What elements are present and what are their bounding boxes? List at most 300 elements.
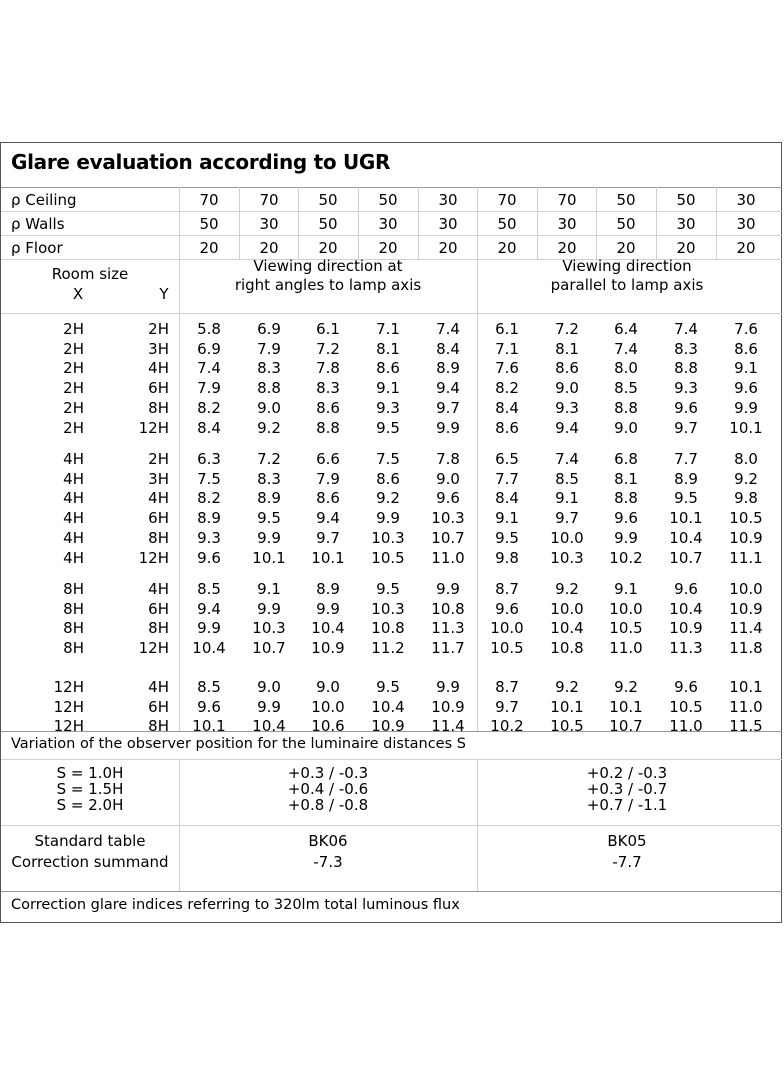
ugr-value: 9.0 bbox=[316, 678, 340, 696]
ugr-value: 9.4 bbox=[555, 418, 579, 437]
divider bbox=[1, 235, 782, 236]
standard-table-value: BK06 bbox=[308, 832, 348, 850]
ugr-value: 9.9 bbox=[316, 599, 340, 618]
ugr-value: 10.0 bbox=[609, 599, 643, 618]
ugr-value: 7.4 bbox=[614, 339, 638, 358]
ugr-value: 9.3 bbox=[376, 398, 400, 417]
reflectance-value: 50 bbox=[318, 191, 338, 209]
correction-summand-value: -7.3 bbox=[313, 853, 343, 871]
ugr-value: 10.2 bbox=[490, 717, 524, 736]
ugr-value: 11.0 bbox=[729, 697, 763, 716]
footer-note: Correction glare indices referring to 320lm total luminous flux bbox=[11, 897, 460, 913]
ugr-value: 6.5 bbox=[495, 450, 519, 468]
room-x: 8H bbox=[63, 580, 84, 598]
ugr-value: 10.3 bbox=[371, 528, 405, 547]
reflectance-value: 50 bbox=[676, 191, 696, 209]
ugr-value: 8.9 bbox=[674, 469, 698, 488]
ugr-value: 6.6 bbox=[316, 450, 340, 468]
reflectance-value: 20 bbox=[736, 239, 756, 257]
correction-summand-label: Correction summand bbox=[11, 853, 169, 871]
ugr-value: 8.9 bbox=[436, 359, 460, 378]
ugr-value: 9.5 bbox=[674, 489, 698, 508]
ugr-value: 10.0 bbox=[550, 599, 584, 618]
ugr-value: 10.9 bbox=[729, 528, 763, 547]
divider bbox=[716, 187, 717, 259]
ugr-value: 9.6 bbox=[674, 398, 698, 417]
ugr-value: 8.5 bbox=[197, 580, 221, 598]
ugr-value: 9.6 bbox=[674, 678, 698, 696]
ugr-value: 9.8 bbox=[734, 489, 758, 508]
variation-value: +0.3 / -0.7 bbox=[586, 780, 668, 798]
reflectance-value: 50 bbox=[378, 191, 398, 209]
ugr-value: 10.1 bbox=[669, 509, 703, 528]
ugr-value: 10.4 bbox=[550, 619, 584, 638]
page-title: Glare evaluation according to UGR bbox=[11, 150, 391, 174]
ugr-value: 9.7 bbox=[555, 509, 579, 528]
ugr-value: 9.2 bbox=[257, 418, 281, 437]
room-y: 12H bbox=[138, 418, 169, 437]
divider bbox=[179, 759, 180, 891]
room-x: 12H bbox=[53, 678, 84, 696]
room-size-y-label: Y bbox=[159, 285, 169, 303]
ugr-value: 7.6 bbox=[495, 359, 519, 378]
ugr-value: 9.9 bbox=[436, 418, 460, 437]
ugr-value: 10.3 bbox=[431, 509, 465, 528]
ugr-value: 7.2 bbox=[555, 320, 579, 338]
room-x: 2H bbox=[63, 320, 84, 338]
reflectance-value: 50 bbox=[199, 215, 219, 233]
ugr-value: 10.0 bbox=[311, 697, 345, 716]
ugr-value: 7.9 bbox=[197, 379, 221, 398]
variation-label: S = 1.5H bbox=[56, 780, 124, 798]
ugr-value: 9.3 bbox=[674, 379, 698, 398]
ugr-value: 8.9 bbox=[197, 509, 221, 528]
ugr-value: 6.1 bbox=[495, 320, 519, 338]
ugr-value: 8.4 bbox=[197, 418, 221, 437]
divider bbox=[418, 187, 419, 259]
ugr-value: 10.5 bbox=[550, 717, 584, 736]
ugr-value: 10.4 bbox=[192, 639, 226, 658]
ugr-value: 9.5 bbox=[257, 509, 281, 528]
room-y: 8H bbox=[148, 619, 169, 638]
ugr-value: 10.0 bbox=[490, 619, 524, 638]
room-y: 6H bbox=[148, 509, 169, 528]
room-y: 4H bbox=[148, 580, 169, 598]
reflectance-value: 20 bbox=[199, 239, 219, 257]
ugr-value: 8.3 bbox=[257, 469, 281, 488]
ugr-value: 9.3 bbox=[197, 528, 221, 547]
ugr-value: 9.9 bbox=[257, 528, 281, 547]
ugr-value: 10.1 bbox=[311, 548, 345, 567]
ugr-value: 7.9 bbox=[316, 469, 340, 488]
standard-table-value: BK05 bbox=[607, 832, 647, 850]
ugr-value: 9.7 bbox=[495, 697, 519, 716]
room-y: 12H bbox=[138, 639, 169, 658]
room-x: 4H bbox=[63, 469, 84, 488]
ugr-value: 8.6 bbox=[316, 489, 340, 508]
standard-table-label: Standard table bbox=[34, 832, 146, 850]
ugr-value: 9.6 bbox=[674, 580, 698, 598]
room-y: 8H bbox=[148, 398, 169, 417]
ugr-value: 10.9 bbox=[431, 697, 465, 716]
ugr-value: 9.1 bbox=[734, 359, 758, 378]
ugr-value: 11.2 bbox=[371, 639, 405, 658]
ugr-value: 10.5 bbox=[609, 619, 643, 638]
ugr-value: 11.7 bbox=[431, 639, 465, 658]
divider bbox=[537, 187, 538, 259]
ugr-value: 10.8 bbox=[550, 639, 584, 658]
ugr-value: 11.0 bbox=[669, 717, 703, 736]
ugr-value: 8.3 bbox=[257, 359, 281, 378]
correction-summand-value: -7.7 bbox=[612, 853, 642, 871]
ugr-value: 7.1 bbox=[376, 320, 400, 338]
ugr-value: 8.7 bbox=[495, 678, 519, 696]
room-x: 12H bbox=[53, 697, 84, 716]
ugr-value: 10.3 bbox=[371, 599, 405, 618]
ugr-value: 7.2 bbox=[316, 339, 340, 358]
ugr-value: 9.1 bbox=[614, 580, 638, 598]
room-x: 2H bbox=[63, 339, 84, 358]
ugr-value: 6.8 bbox=[614, 450, 638, 468]
ugr-value: 10.0 bbox=[729, 580, 763, 598]
ugr-value: 10.6 bbox=[311, 717, 345, 736]
ugr-value: 10.1 bbox=[729, 678, 763, 696]
reflectance-value: 70 bbox=[259, 191, 279, 209]
divider bbox=[179, 187, 180, 731]
variation-value: +0.7 / -1.1 bbox=[586, 796, 668, 814]
ugr-value: 6.3 bbox=[197, 450, 221, 468]
ugr-value: 9.5 bbox=[495, 528, 519, 547]
ugr-value: 8.9 bbox=[257, 489, 281, 508]
ugr-value: 6.9 bbox=[257, 320, 281, 338]
ugr-value: 10.9 bbox=[669, 619, 703, 638]
room-x: 8H bbox=[63, 639, 84, 658]
room-y: 6H bbox=[148, 379, 169, 398]
ugr-value: 10.1 bbox=[550, 697, 584, 716]
ugr-value: 9.2 bbox=[614, 678, 638, 696]
variation-parallel bbox=[587, 765, 667, 813]
reflectance-value: 50 bbox=[616, 215, 636, 233]
divider bbox=[1, 891, 782, 892]
ugr-value: 10.7 bbox=[431, 528, 465, 547]
reflectance-value: 50 bbox=[318, 215, 338, 233]
reflectance-label-floor: ρ Floor bbox=[11, 239, 63, 257]
ugr-value: 10.7 bbox=[252, 639, 286, 658]
room-y: 6H bbox=[148, 599, 169, 618]
ugr-value: 10.4 bbox=[311, 619, 345, 638]
ugr-value: 8.1 bbox=[376, 339, 400, 358]
ugr-value: 7.4 bbox=[674, 320, 698, 338]
reflectance-label-ceiling: ρ Ceiling bbox=[11, 191, 77, 209]
room-x: 2H bbox=[63, 379, 84, 398]
reflectance-value: 30 bbox=[259, 215, 279, 233]
divider bbox=[358, 187, 359, 259]
reflectance-value: 50 bbox=[497, 215, 517, 233]
ugr-value: 9.1 bbox=[376, 379, 400, 398]
room-y: 6H bbox=[148, 697, 169, 716]
room-y: 4H bbox=[148, 489, 169, 508]
room-y: 4H bbox=[148, 678, 169, 696]
ugr-value: 8.1 bbox=[555, 339, 579, 358]
variation-caption: Variation of the observer position for the luminaire distances S bbox=[11, 736, 466, 752]
ugr-value: 9.5 bbox=[376, 580, 400, 598]
ugr-value: 8.2 bbox=[495, 379, 519, 398]
room-x: 4H bbox=[63, 489, 84, 508]
divider bbox=[596, 187, 597, 259]
ugr-value: 7.5 bbox=[376, 450, 400, 468]
ugr-value: 7.2 bbox=[257, 450, 281, 468]
ugr-value: 9.2 bbox=[555, 580, 579, 598]
ugr-value: 9.9 bbox=[376, 509, 400, 528]
reflectance-value: 30 bbox=[557, 215, 577, 233]
room-x: 4H bbox=[63, 509, 84, 528]
reflectance-value: 70 bbox=[557, 191, 577, 209]
reflectance-value: 20 bbox=[318, 239, 338, 257]
divider bbox=[1, 825, 782, 826]
ugr-value: 8.5 bbox=[555, 469, 579, 488]
reflectance-value: 50 bbox=[616, 191, 636, 209]
divider bbox=[1, 759, 782, 760]
reflectance-value: 30 bbox=[378, 215, 398, 233]
divider bbox=[239, 187, 240, 259]
variation-value: +0.4 / -0.6 bbox=[287, 780, 369, 798]
reflectance-value: 30 bbox=[736, 191, 756, 209]
room-x: 2H bbox=[63, 398, 84, 417]
ugr-value: 8.1 bbox=[614, 469, 638, 488]
reflectance-value: 20 bbox=[259, 239, 279, 257]
ugr-value: 10.9 bbox=[371, 717, 405, 736]
variation-label: S = 1.0H bbox=[56, 764, 124, 782]
room-x: 8H bbox=[63, 619, 84, 638]
ugr-value: 8.6 bbox=[495, 418, 519, 437]
ugr-value: 9.2 bbox=[734, 469, 758, 488]
ugr-value: 9.9 bbox=[257, 599, 281, 618]
ugr-value: 7.8 bbox=[316, 359, 340, 378]
ugr-value: 8.6 bbox=[734, 339, 758, 358]
variation-value: +0.8 / -0.8 bbox=[287, 796, 369, 814]
viewing-parallel-line: parallel to lamp axis bbox=[550, 276, 704, 294]
ugr-value: 9.2 bbox=[555, 678, 579, 696]
ugr-table bbox=[0, 142, 782, 923]
ugr-value: 10.4 bbox=[252, 717, 286, 736]
ugr-value: 10.4 bbox=[669, 599, 703, 618]
ugr-value: 5.8 bbox=[197, 320, 221, 338]
ugr-value: 6.4 bbox=[614, 320, 638, 338]
ugr-value: 8.5 bbox=[614, 379, 638, 398]
divider bbox=[477, 187, 478, 731]
viewing-parallel-line: Viewing direction bbox=[562, 257, 692, 275]
ugr-value: 8.6 bbox=[316, 398, 340, 417]
viewing-perpendicular-line: Viewing direction at bbox=[253, 257, 403, 275]
ugr-value: 10.7 bbox=[609, 717, 643, 736]
ugr-value: 11.3 bbox=[669, 639, 703, 658]
divider bbox=[1, 211, 782, 212]
ugr-value: 9.9 bbox=[734, 398, 758, 417]
ugr-value: 7.4 bbox=[436, 320, 460, 338]
reflectance-value: 20 bbox=[557, 239, 577, 257]
ugr-value: 11.1 bbox=[729, 548, 763, 567]
ugr-value: 10.3 bbox=[252, 619, 286, 638]
ugr-value: 10.5 bbox=[729, 509, 763, 528]
variation-label: S = 2.0H bbox=[56, 796, 124, 814]
ugr-value: 9.0 bbox=[257, 398, 281, 417]
variation-value: +0.2 / -0.3 bbox=[586, 764, 668, 782]
ugr-value: 8.4 bbox=[436, 339, 460, 358]
room-x: 2H bbox=[63, 359, 84, 378]
ugr-value: 8.8 bbox=[257, 379, 281, 398]
ugr-value: 9.0 bbox=[555, 379, 579, 398]
ugr-value: 11.5 bbox=[729, 717, 763, 736]
standard-perpendicular bbox=[308, 831, 347, 873]
ugr-value: 9.0 bbox=[257, 678, 281, 696]
reflectance-value: 20 bbox=[616, 239, 636, 257]
ugr-value: 8.8 bbox=[614, 489, 638, 508]
ugr-value: 8.3 bbox=[316, 379, 340, 398]
viewing-perpendicular-line: right angles to lamp axis bbox=[234, 276, 422, 294]
reflectance-value: 30 bbox=[736, 215, 756, 233]
ugr-value: 9.7 bbox=[436, 398, 460, 417]
ugr-value: 11.3 bbox=[431, 619, 465, 638]
reflectance-value: 20 bbox=[497, 239, 517, 257]
ugr-value: 7.4 bbox=[197, 359, 221, 378]
room-x: 12H bbox=[53, 717, 84, 736]
room-x: 2H bbox=[63, 418, 84, 437]
standard-parallel bbox=[607, 831, 646, 873]
variation-value: +0.3 / -0.3 bbox=[287, 764, 369, 782]
room-x: 4H bbox=[63, 528, 84, 547]
ugr-value: 9.6 bbox=[197, 548, 221, 567]
ugr-value: 10.1 bbox=[729, 418, 763, 437]
ugr-value: 9.1 bbox=[495, 509, 519, 528]
reflectance-value: 30 bbox=[676, 215, 696, 233]
ugr-value: 8.3 bbox=[674, 339, 698, 358]
room-y: 2H bbox=[148, 320, 169, 338]
ugr-value: 9.6 bbox=[197, 697, 221, 716]
ugr-value: 8.6 bbox=[555, 359, 579, 378]
room-x: 4H bbox=[63, 548, 84, 567]
room-y: 8H bbox=[148, 717, 169, 736]
reflectance-value: 30 bbox=[438, 191, 458, 209]
ugr-value: 8.8 bbox=[316, 418, 340, 437]
room-x: 8H bbox=[63, 599, 84, 618]
ugr-value: 9.6 bbox=[734, 379, 758, 398]
ugr-value: 10.5 bbox=[669, 697, 703, 716]
viewing-parallel-header bbox=[551, 257, 704, 295]
ugr-value: 9.6 bbox=[614, 509, 638, 528]
reflectance-value: 70 bbox=[497, 191, 517, 209]
ugr-value: 8.6 bbox=[376, 359, 400, 378]
ugr-value: 7.4 bbox=[555, 450, 579, 468]
ugr-value: 8.2 bbox=[197, 398, 221, 417]
reflectance-label-walls: ρ Walls bbox=[11, 215, 65, 233]
ugr-value: 9.9 bbox=[257, 697, 281, 716]
ugr-value: 8.2 bbox=[197, 489, 221, 508]
ugr-value: 10.8 bbox=[371, 619, 405, 638]
ugr-value: 7.6 bbox=[734, 320, 758, 338]
room-size-label: Room size bbox=[51, 265, 129, 283]
ugr-value: 9.3 bbox=[555, 398, 579, 417]
ugr-value: 9.9 bbox=[436, 678, 460, 696]
ugr-value: 6.1 bbox=[316, 320, 340, 338]
ugr-value: 10.8 bbox=[431, 599, 465, 618]
ugr-value: 9.6 bbox=[436, 489, 460, 508]
ugr-value: 9.9 bbox=[197, 619, 221, 638]
divider bbox=[1, 187, 782, 188]
reflectance-value: 20 bbox=[378, 239, 398, 257]
ugr-value: 10.0 bbox=[550, 528, 584, 547]
ugr-value: 10.9 bbox=[311, 639, 345, 658]
room-y: 4H bbox=[148, 359, 169, 378]
ugr-value: 9.9 bbox=[614, 528, 638, 547]
room-y: 3H bbox=[148, 339, 169, 358]
ugr-value: 9.4 bbox=[436, 379, 460, 398]
room-y: 3H bbox=[148, 469, 169, 488]
standard-labels bbox=[11, 831, 168, 873]
ugr-value: 9.5 bbox=[376, 418, 400, 437]
ugr-value: 6.9 bbox=[197, 339, 221, 358]
ugr-value: 8.8 bbox=[674, 359, 698, 378]
ugr-value: 8.4 bbox=[495, 489, 519, 508]
reflectance-value: 70 bbox=[199, 191, 219, 209]
ugr-value: 11.0 bbox=[431, 548, 465, 567]
room-y: 8H bbox=[148, 528, 169, 547]
divider bbox=[656, 187, 657, 259]
reflectance-value: 20 bbox=[438, 239, 458, 257]
ugr-value: 7.1 bbox=[495, 339, 519, 358]
ugr-value: 10.9 bbox=[729, 599, 763, 618]
ugr-value: 8.5 bbox=[197, 678, 221, 696]
ugr-value: 11.4 bbox=[431, 717, 465, 736]
divider bbox=[477, 759, 478, 891]
ugr-value: 10.4 bbox=[669, 528, 703, 547]
reflectance-value: 30 bbox=[438, 215, 458, 233]
ugr-value: 11.4 bbox=[729, 619, 763, 638]
ugr-value: 8.4 bbox=[495, 398, 519, 417]
divider bbox=[298, 187, 299, 259]
divider bbox=[1, 313, 782, 314]
ugr-value: 8.0 bbox=[734, 450, 758, 468]
ugr-value: 9.6 bbox=[495, 599, 519, 618]
ugr-value: 8.7 bbox=[495, 580, 519, 598]
ugr-value: 9.1 bbox=[257, 580, 281, 598]
ugr-value: 10.1 bbox=[192, 717, 226, 736]
ugr-value: 7.8 bbox=[436, 450, 460, 468]
ugr-value: 10.4 bbox=[371, 697, 405, 716]
ugr-value: 9.7 bbox=[674, 418, 698, 437]
ugr-value: 9.0 bbox=[436, 469, 460, 488]
ugr-value: 10.5 bbox=[490, 639, 524, 658]
reflectance-value: 20 bbox=[676, 239, 696, 257]
ugr-value: 10.1 bbox=[609, 697, 643, 716]
room-size-x-label: X bbox=[72, 285, 84, 303]
ugr-value: 8.6 bbox=[376, 469, 400, 488]
ugr-value: 9.1 bbox=[555, 489, 579, 508]
ugr-value: 9.8 bbox=[495, 548, 519, 567]
ugr-value: 9.4 bbox=[197, 599, 221, 618]
viewing-perpendicular-header bbox=[235, 257, 421, 295]
ugr-value: 9.7 bbox=[316, 528, 340, 547]
ugr-value: 9.0 bbox=[614, 418, 638, 437]
ugr-value: 10.1 bbox=[252, 548, 286, 567]
ugr-value: 10.7 bbox=[669, 548, 703, 567]
ugr-value: 7.5 bbox=[197, 469, 221, 488]
ugr-value: 10.2 bbox=[609, 548, 643, 567]
ugr-value: 9.2 bbox=[376, 489, 400, 508]
ugr-value: 7.9 bbox=[257, 339, 281, 358]
ugr-value: 10.3 bbox=[550, 548, 584, 567]
ugr-value: 7.7 bbox=[495, 469, 519, 488]
ugr-value: 9.5 bbox=[376, 678, 400, 696]
